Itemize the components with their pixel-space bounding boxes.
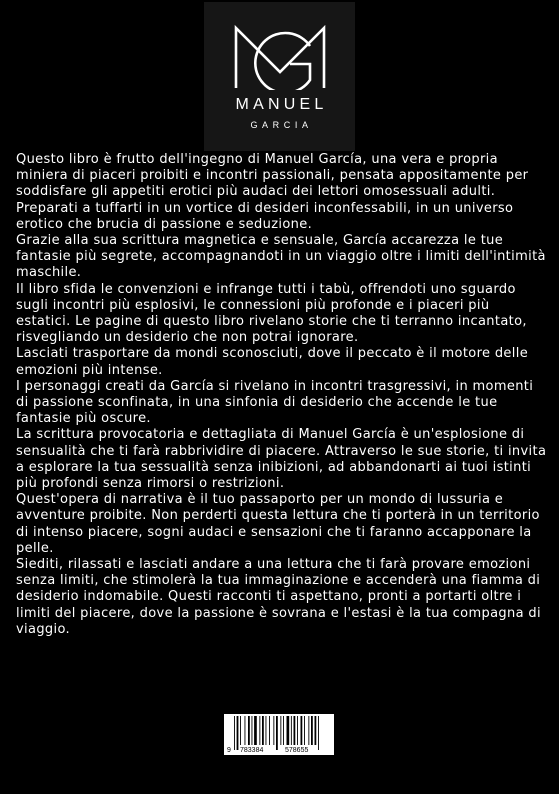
barcode-digits	[224, 746, 334, 755]
barcode-bar	[283, 716, 284, 745]
author-first-name: MANUEL	[235, 96, 328, 113]
barcode-bar	[297, 716, 298, 745]
description-paragraph: I personaggi creati da García si rivelano in incontri trasgressivi, in momenti di passione sconfinata, in una sinfonia di desiderio che accende le tue fantasie più oscure.	[16, 378, 534, 427]
description-paragraph: La scrittura provocatoria e dettagliata di Manuel García è un'esplosione di sensualità che ti farà rabbrividire di piacere. Attraverso le sue storie, ti invita a esplorare la tua sessualità senza inibizioni, ad abbandonarti ai tuoi istinti più profondi senza rimorsi o restrizioni.	[16, 427, 547, 492]
barcode-bar	[234, 716, 235, 750]
barcode-lead-digit: 9	[227, 747, 231, 754]
author-last-name: GARCIA	[250, 120, 313, 130]
barcode-bar	[254, 716, 257, 745]
barcode-bar	[318, 716, 319, 750]
isbn-barcode	[224, 714, 334, 755]
barcode-bar	[276, 716, 278, 750]
book-description	[16, 152, 548, 638]
description-paragraph: Questo libro è frutto dell'ingegno di Manuel García, una vera e propria miniera di piaceri proibiti e incontri passionali, pensata appositamente per soddisfare gli appetiti erotici più audaci dei lettori omosessuali adulti.	[16, 152, 529, 200]
barcode-bar	[294, 716, 296, 745]
barcode-right-group: 578655	[285, 747, 309, 754]
barcode-bar	[301, 716, 303, 745]
description-paragraph: Siediti, rilassati e lasciati andare a una lettura che ti farà provare emozioni senza limiti, che stimolerà la tua immaginazione e accenderà una fiamma di desiderio indomabile. Questi racconti ti aspettano, pronti a portarti oltre i limiti del piacere, dove la passione è sovrana e l'estasi è la tua compagna di viaggio.	[16, 557, 541, 637]
barcode-bar	[269, 716, 270, 745]
barcode-bar	[240, 716, 241, 745]
barcode-bar	[262, 716, 264, 745]
barcode-bar	[304, 716, 305, 745]
barcode-bar	[266, 716, 267, 745]
author-logo	[204, 2, 355, 151]
barcode-bar	[291, 716, 292, 745]
barcode-bar	[287, 716, 290, 745]
barcode-left-group: 783384	[240, 747, 264, 754]
description-paragraph: Il libro sfida le convenzioni e infrange tutti i tabù, offrendoti uno sguardo sugli incontri più esplosivi, le connessioni più profonde e i piaceri più estatici. Le pagine di questo libro rivelano storie che ti terranno incantato, risvegliando un desiderio che non potrai ignorare.	[16, 281, 527, 346]
barcode-bar	[315, 716, 317, 745]
description-paragraph: Grazie alla sua scrittura magnetica e sensuale, García accarezza le tue fantasie più segrete, accompagnandoti in un viaggio oltre i limiti dell'intimità maschile.	[16, 233, 546, 281]
barcode-bar	[248, 716, 250, 745]
barcode-bar	[237, 716, 239, 750]
barcode-bar	[259, 716, 260, 745]
barcode-bar	[252, 716, 253, 745]
barcode-bar	[308, 716, 309, 745]
barcode-bar	[245, 716, 246, 745]
description-paragraph: Preparati a tuffarti in un vortice di desideri inconfessabili, in un universo erotico che brucia di passione e seduzione.	[16, 200, 514, 232]
mg-monogram-icon	[234, 24, 326, 90]
barcode-bar	[280, 716, 281, 745]
description-paragraph: Quest'opera di narrativa è il tuo passaporto per un mondo di lussuria e avventure proibite. Non perderti questa lettura che ti porterà in un territorio di intenso piacere, sogni audaci e sensazioni che ti faranno accapponare la pelle.	[16, 492, 540, 556]
description-paragraph: Lasciati trasportare da mondi sconosciuti, dove il peccato è il motore delle emozioni più intense.	[16, 346, 529, 378]
barcode-bar	[311, 716, 313, 745]
barcode-bar	[273, 716, 274, 745]
